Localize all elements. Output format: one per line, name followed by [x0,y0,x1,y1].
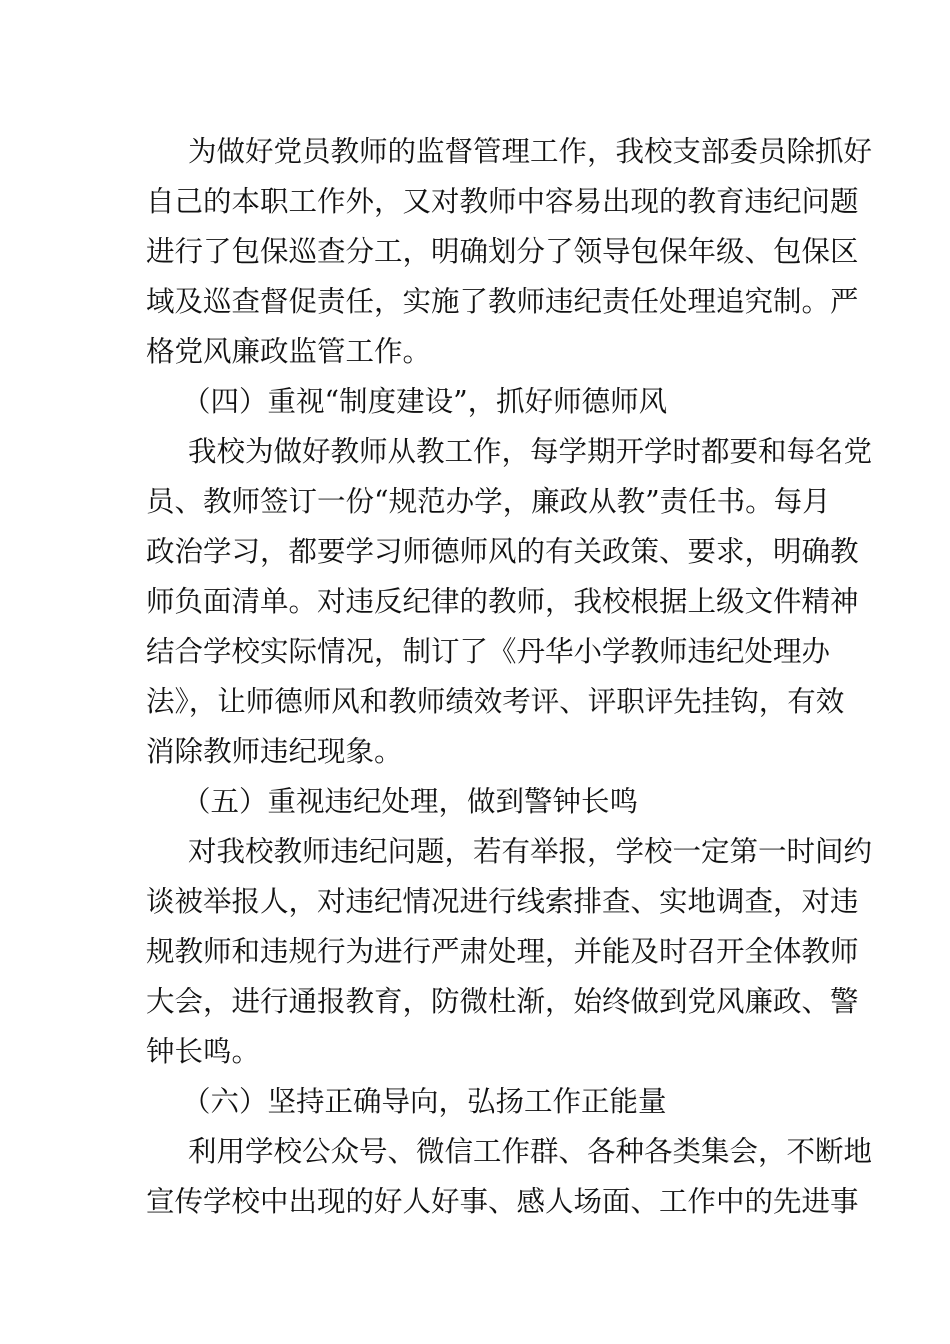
paragraph-line: 格党风廉政监管工作。 [146,335,432,368]
paragraph-line: 域及巡查督促责任，实施了教师违纪责任处理追究制。严 [146,285,859,318]
paragraph-line: 大会，进行通报教育，防微杜渐，始终做到党风廉政、警 [146,985,859,1018]
section-heading-5: （五）重视违纪处理，做到警钟长鸣 [182,785,639,818]
paragraph-line: 法》，让师德师风和教师绩效考评、评职评先挂钩，有效 [146,685,845,718]
paragraph-line: 利用学校公众号、微信工作群、各种各类集会，不断地 [188,1135,873,1168]
paragraph-line: 政治学习，都要学习师德师风的有关政策、要求，明确教 [146,535,859,568]
paragraph-line: 结合学校实际情况，制订了《丹华小学教师违纪处理办 [146,635,831,668]
paragraph-line: 钟长鸣。 [146,1035,261,1068]
paragraph-line: 宣传学校中出现的好人好事、感人场面、工作中的先进事 [146,1185,859,1218]
paragraph-line: 我校为做好教师从教工作，每学期开学时都要和每名党 [188,435,873,468]
paragraph-line: 消除教师违纪现象。 [146,735,403,768]
paragraph-line: 自己的本职工作外，又对教师中容易出现的教育违纪问题 [146,185,859,218]
paragraph-line: 员、教师签订一份“规范办学，廉政从教”责任书。每月 [146,485,831,518]
paragraph-line: 为做好党员教师的监督管理工作，我校支部委员除抓好 [188,135,873,168]
paragraph-line: 进行了包保巡查分工，明确划分了领导包保年级、包保区 [146,235,859,268]
section-heading-6: （六）坚持正确导向，弘扬工作正能量 [182,1085,667,1118]
paragraph-line: 规教师和违规行为进行严肃处理，并能及时召开全体教师 [146,935,859,968]
section-heading-4: （四）重视“制度建设”，抓好师德师风 [182,385,668,418]
paragraph-line: 谈被举报人，对违纪情况进行线索排查、实地调查，对违 [146,885,859,918]
paragraph-line: 对我校教师违纪问题，若有举报，学校一定第一时间约 [188,835,873,868]
paragraph-line: 师负面清单。对违反纪律的教师，我校根据上级文件精神 [146,585,859,618]
